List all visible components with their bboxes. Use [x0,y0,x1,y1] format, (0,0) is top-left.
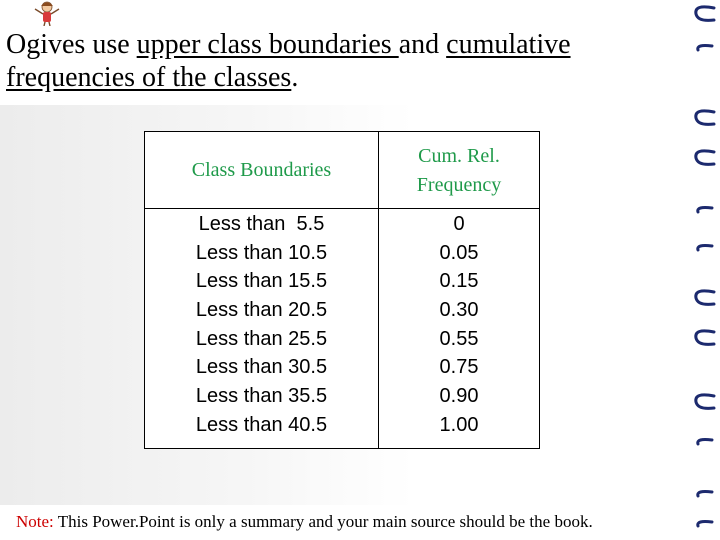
title-upper-class-boundaries: upper class boundaries [136,29,399,60]
ogive-table [144,131,540,449]
table-row-boundary: Less than 40.5 [195,413,328,436]
table-row-frequency: 0.75 [439,356,479,379]
column-cum-rel-frequency [379,209,539,440]
table-row-boundary: Less than 15.5 [195,270,328,293]
table-row-boundary: Less than 10.5 [195,241,328,264]
table-row-frequency: 0 [453,213,465,235]
title-text-1: Ogives use [6,29,137,60]
table-row-frequency: 0.55 [439,327,479,350]
table-row-boundary: Less than 25.5 [195,327,328,350]
table-row-frequency: 0.05 [439,241,479,264]
header-cum-rel-frequency: Cum. Rel. Frequency [416,145,502,196]
footer-note [16,512,593,532]
note-text: This Power.Point is only a summary and your main source should be the book. [53,512,593,531]
slide-title [6,28,676,94]
table-row-frequency: 0.90 [439,385,479,408]
table-row-frequency: 1.00 [439,413,479,436]
note-label: Note: [16,512,54,531]
table-row-frequency: 0.15 [439,270,479,293]
mascot-icon [32,0,62,26]
table-row-boundary: Less than 30.5 [195,356,328,379]
title-text-3: . [291,62,299,93]
table-row-boundary: Less than 5.5 [198,213,325,235]
column-class-boundaries [145,209,378,440]
table-row-boundary: Less than 35.5 [195,385,328,408]
binding-curl-decoration [688,0,720,540]
table-row-frequency: 0.30 [439,299,479,322]
header-class-boundaries: Class Boundaries [191,159,332,181]
table-row-boundary: Less than 20.5 [195,299,328,322]
title-text-2: and [398,29,447,60]
title-cumulative-frequencies: cumulative frequencies of the classes [6,29,571,93]
